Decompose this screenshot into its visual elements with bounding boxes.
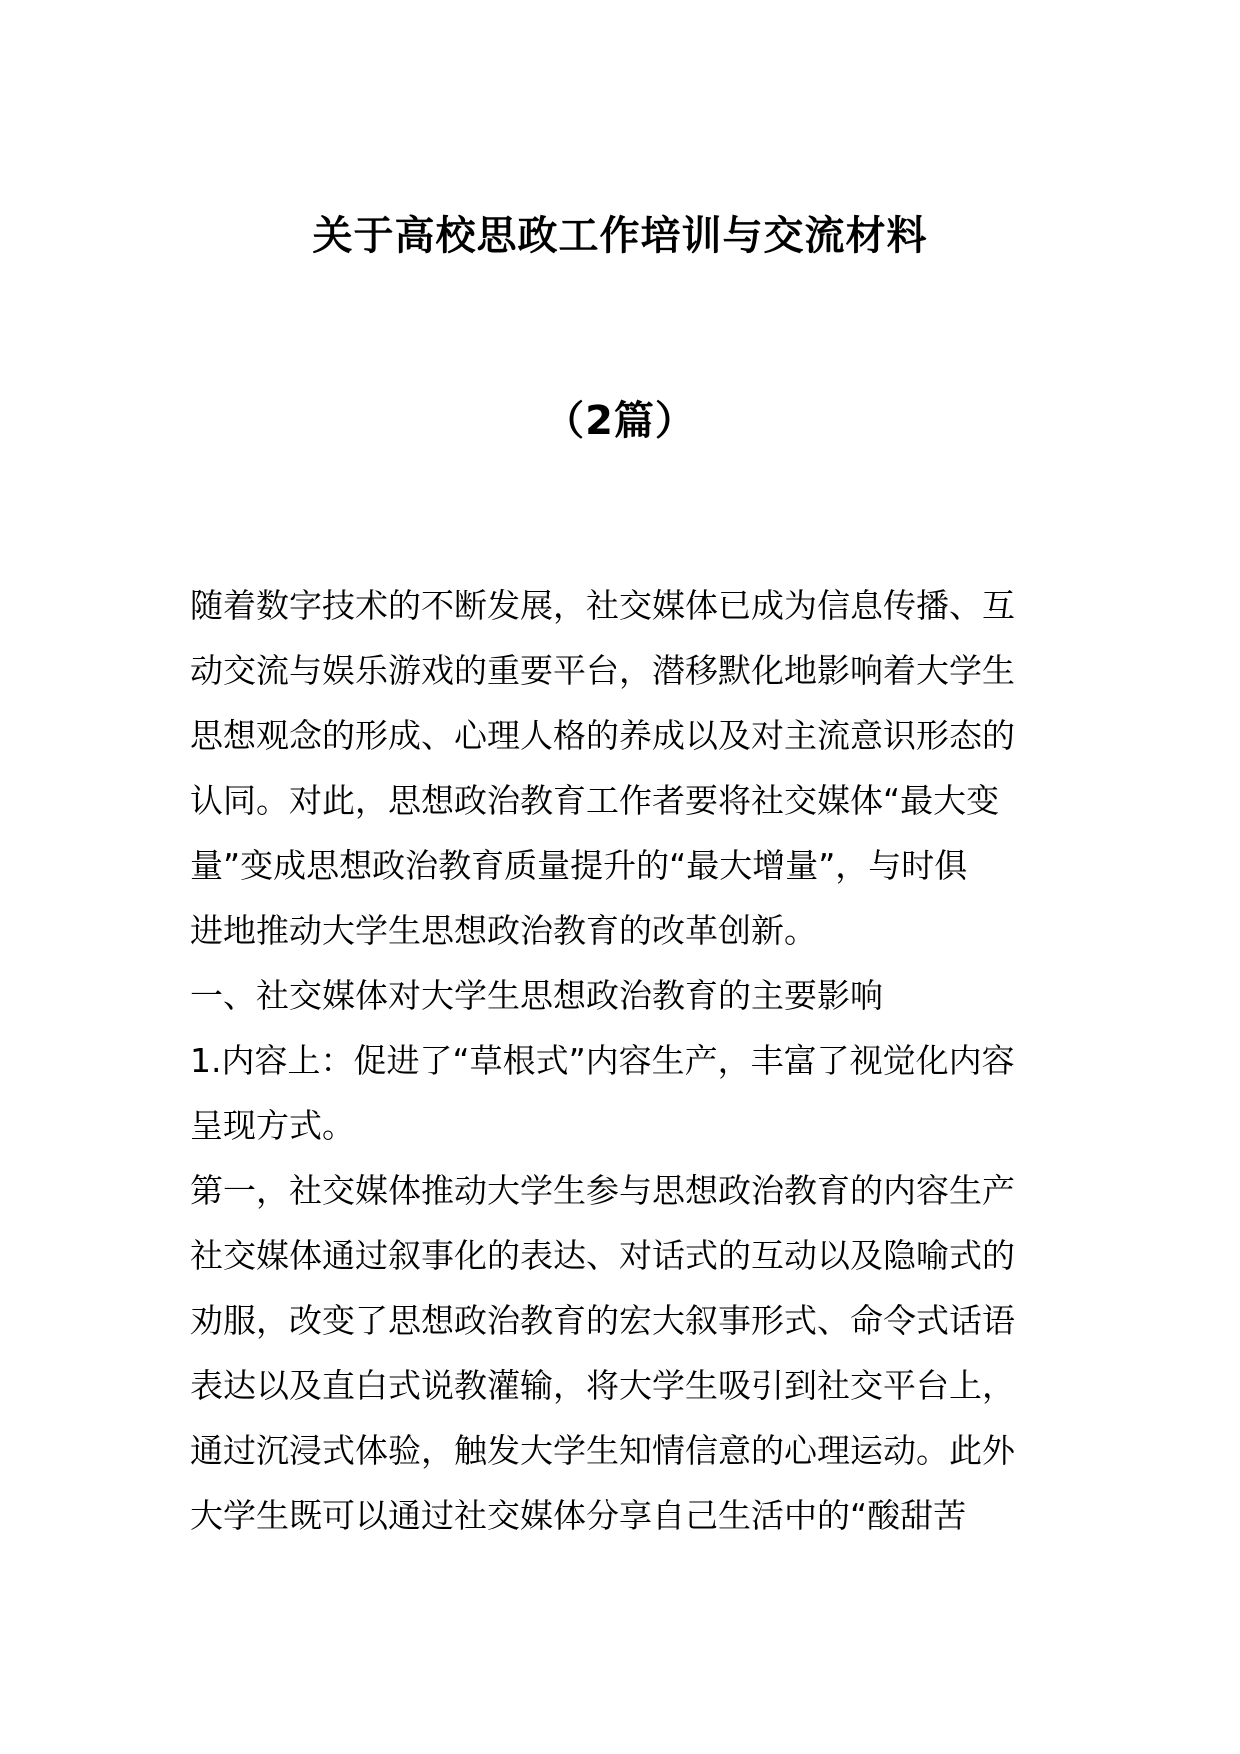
body-line: 表达以及直白式说教灌输，将大学生吸引到社交平台上， [190,1366,1015,1405]
body-line: 呈现方式。 [190,1106,355,1145]
document-subtitle: （2篇） [544,398,696,444]
body-line: 社交媒体通过叙事化的表达、对话式的互动以及隐喻式的 [190,1236,1015,1275]
document-title: 关于高校思政工作培训与交流材料 [312,213,928,259]
body-line: 大学生既可以通过社交媒体分享自己生活中的“酸甜苦 [190,1496,967,1535]
body-line: 劝服，改变了思想政治教育的宏大叙事形式、命令式话语 [190,1301,1015,1340]
body-line: 进地推动大学生思想政治教育的改革创新。 [190,911,817,950]
body-line: 随着数字技术的不断发展，社交媒体已成为信息传播、互 [190,586,1015,625]
body-line: 认同。对此，思想政治教育工作者要将社交媒体“最大变 [190,781,1000,820]
body-line: 量”变成思想政治教育质量提升的“最大增量”，与时俱 [190,846,968,885]
body-line: 思想观念的形成、心理人格的养成以及对主流意识形态的 [190,716,1015,755]
body-line: 1.内容上：促进了“草根式”内容生产，丰富了视觉化内容 [190,1041,1015,1080]
body-line: 第一，社交媒体推动大学生参与思想政治教育的内容生产 [190,1171,1015,1210]
document-body [190,573,1050,1548]
body-line: 通过沉浸式体验，触发大学生知情信意的心理运动。此外 [190,1431,1015,1470]
body-line: 动交流与娱乐游戏的重要平台，潜移默化地影响着大学生 [190,651,1015,690]
section-heading: 一、社交媒体对大学生思想政治教育的主要影响 [190,976,883,1015]
